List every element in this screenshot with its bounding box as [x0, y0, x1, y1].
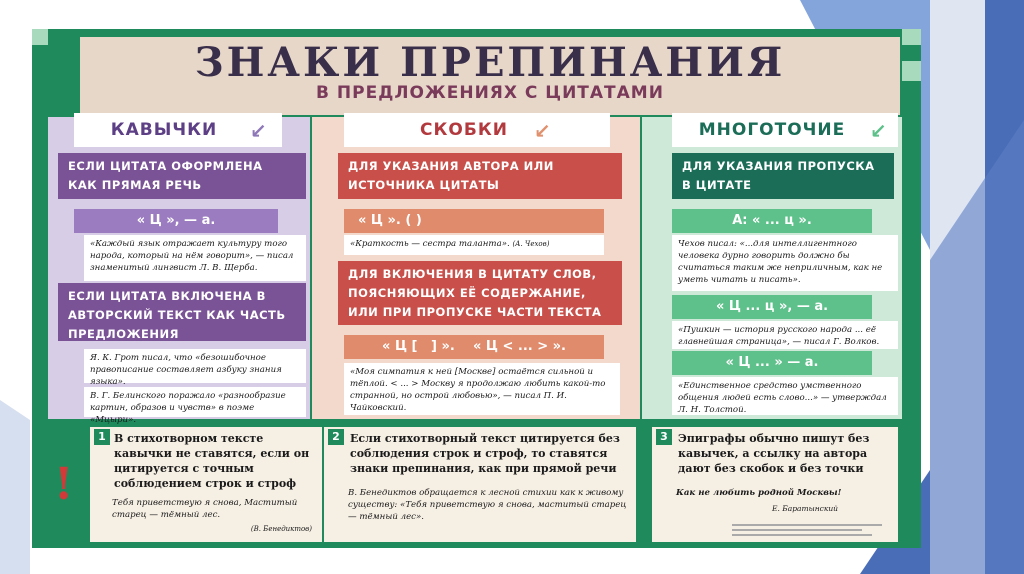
- ellipsis-formula-1: А: « ... ц ».: [672, 209, 872, 233]
- note-3-source: Е. Баратынский: [772, 504, 838, 513]
- ellipsis-example-1: Чехов писал: «...для интеллигентного человека дурно говорить должно бы считаться таким же неприличным, как не уметь читать и писать».: [672, 235, 898, 291]
- brackets-example-1: [344, 235, 604, 255]
- brackets-example-2: «Моя симпатия к ней [Москве] остаётся сильной и тёплой. < ... > Москву я продолжаю любить какой-то странной, но острой любовью», — писал П. И. Чайковский.: [344, 363, 620, 415]
- ellipsis-example-2: «Пушкин — история русского народа ... её главнейшая страница», — писал Г. Волков.: [672, 321, 898, 349]
- poster: [32, 29, 921, 548]
- brackets-rule-1: ДЛЯ УКАЗАНИЯ АВТОРА ИЛИ ИСТОЧНИКА ЦИТАТЫ: [338, 153, 622, 199]
- brackets-formula-2: « Ц [ ] ». « Ц < ... > ».: [344, 335, 604, 359]
- note-1-text: В стихотворном тексте кавычки не ставятся, если он цитируется с точным соблюдением строк и строф: [114, 432, 310, 490]
- exclamation-mark: !: [54, 459, 74, 510]
- note-2-example: В. Бенедиктов обращается к лесной стихии как к живому существу: «Тебя приветствую я снова, маститый старец — тёмный лес».: [348, 488, 627, 522]
- brackets-example-1-source: (А. Чехов): [512, 240, 550, 248]
- heading-quotes: КАВЫЧКИ: [110, 120, 218, 140]
- poster-title: ЗНАКИ ПРЕПИНАНИЯ: [194, 39, 786, 86]
- note-2-number: 2: [328, 429, 344, 445]
- ellipsis-rule-1: ДЛЯ УКАЗАНИЯ ПРОПУСКА В ЦИТАТЕ: [672, 153, 894, 199]
- checker-accent-right-2: [902, 61, 921, 81]
- note-1-source: (В. Бенедиктов): [250, 525, 312, 533]
- note-1-example: Тебя приветствую я снова, Маститый старец — тёмный лес.: [112, 498, 298, 520]
- note-1-number: 1: [94, 429, 110, 445]
- arrow-down-left-icon: ↙: [250, 119, 267, 143]
- publisher-imprint: [732, 521, 892, 539]
- quotes-formula-1: « Ц », — а.: [74, 209, 278, 233]
- note-3-number: 3: [656, 429, 672, 445]
- note-3-example: Как не любить родной Москвы!: [676, 488, 842, 498]
- heading-brackets: СКОБКИ: [420, 120, 508, 140]
- arrow-down-left-icon: ↙: [870, 119, 887, 143]
- ellipsis-formula-3: « Ц ... » — а.: [672, 351, 872, 375]
- brackets-formula-1: « Ц ». ( ): [344, 209, 604, 233]
- arrow-down-left-icon: ↙: [534, 119, 551, 143]
- quotes-rule-2: ЕСЛИ ЦИТАТА ВКЛЮЧЕНА В АВТОРСКИЙ ТЕКСТ КАК ЧАСТЬ ПРЕДЛОЖЕНИЯ: [58, 283, 306, 341]
- quotes-example-1: «Каждый язык отражает культуру того народа, который на нём говорит», — писал знаменитый лингвист Л. В. Щерба.: [84, 235, 306, 281]
- quotes-rule-1: ЕСЛИ ЦИТАТА ОФОРМЛЕНА КАК ПРЯМАЯ РЕЧЬ: [58, 153, 306, 199]
- checker-accent-right: [902, 29, 921, 45]
- note-2-text: Если стихотворный текст цитируется без соблюдения строк и строф, то ставятся знаки препинания, как при прямой речи: [350, 432, 620, 475]
- quotes-example-2: Я. К. Грот писал, что «безошибочное правописание составляет азбуку знания языка».: [84, 349, 306, 383]
- poster-subtitle: В ПРЕДЛОЖЕНИЯХ С ЦИТАТАМИ: [316, 83, 664, 103]
- ellipsis-example-3: «Единственное средство умственного общения людей есть слово...» — утверждал Л. Н. Толстой.: [672, 377, 898, 415]
- quotes-example-3: В. Г. Белинского поражало «разнообразие картин, образов и чувств» в поэме «Мцыри».: [84, 387, 306, 417]
- brackets-rule-2: ДЛЯ ВКЛЮЧЕНИЯ В ЦИТАТУ СЛОВ, ПОЯСНЯЮЩИХ ЕЁ СОДЕРЖАНИЕ, ИЛИ ПРИ ПРОПУСКЕ ЧАСТИ ТЕКСТА: [338, 261, 622, 325]
- checker-accent-left: [32, 29, 48, 45]
- ellipsis-formula-2: « Ц ... ц », — а.: [672, 295, 872, 319]
- note-3-text: Эпиграфы обычно пишут без кавычек, а ссылку на автора дают без скобок и без точки: [678, 432, 870, 475]
- brackets-example-1-text: «Краткость — сестра таланта».: [350, 239, 510, 249]
- heading-ellipsis: МНОГОТОЧИЕ: [698, 120, 846, 140]
